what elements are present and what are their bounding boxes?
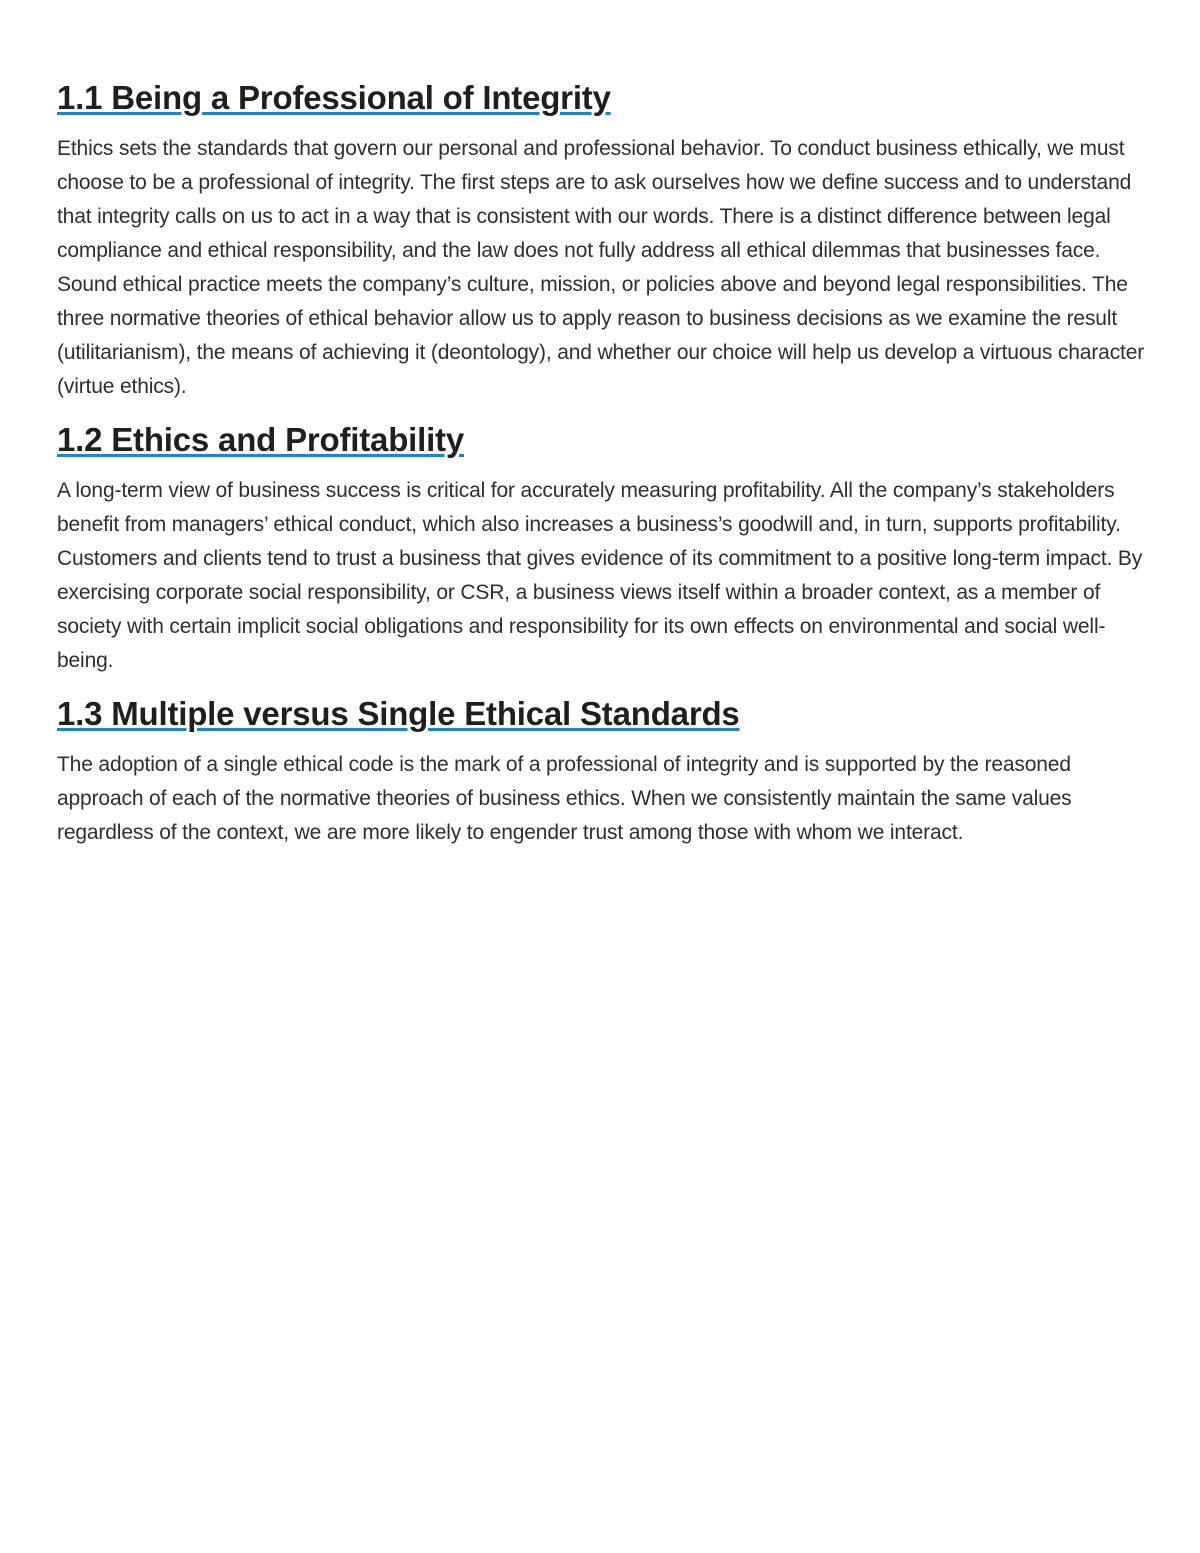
section-body: A long-term view of business success is critical for accurately measuring profitability. All the company’s stakeholders benefit from managers’ ethical conduct, which also increases a business’s goodwill and, in turn, supports profitability. Customers and clients tend to trust a business that gives evidence of its commitment to a positive long-term impact. By exercising corporate social responsibility, or CSR, a business views itself within a broader context, as a member of society with certain implicit social obligations and responsibility for its own effects on environmental and social well-being. <box>57 479 1143 672</box>
section-ethics-and-profitability <box>57 420 1147 678</box>
section-multiple-versus-single-standards <box>57 694 1147 850</box>
section-heading-text: 1.3 Multiple versus Single Ethical Standards <box>57 695 740 732</box>
section-heading-text: 1.1 Being a Professional of Integrity <box>57 79 611 116</box>
section-heading <box>57 78 1147 118</box>
section-being-professional-of-integrity <box>57 78 1147 404</box>
document-page <box>57 78 1147 866</box>
section-heading <box>57 420 1147 460</box>
section-body: The adoption of a single ethical code is the mark of a professional of integrity and is supported by the reasoned approach of each of the normative theories of business ethics. When we consistently maintain the same values regardless of the context, we are more likely to engender trust among those with whom we interact. <box>57 753 1072 844</box>
section-heading-text: 1.2 Ethics and Profitability <box>57 421 464 458</box>
section-body: Ethics sets the standards that govern our personal and professional behavior. To conduct business ethically, we must choose to be a professional of integrity. The first steps are to ask ourselves how we define success and to understand that integrity calls on us to act in a way that is consistent with our words. There is a distinct difference between legal compliance and ethical responsibility, and the law does not fully address all ethical dilemmas that businesses face. Sound ethical practice meets the company’s culture, mission, or policies above and beyond legal responsibilities. The three normative theories of ethical behavior allow us to apply reason to business decisions as we examine the result (utilitarianism), the means of achieving it (deontology), and whether our choice will help us develop a virtuous character (virtue ethics). <box>57 137 1145 398</box>
section-heading <box>57 694 1147 734</box>
